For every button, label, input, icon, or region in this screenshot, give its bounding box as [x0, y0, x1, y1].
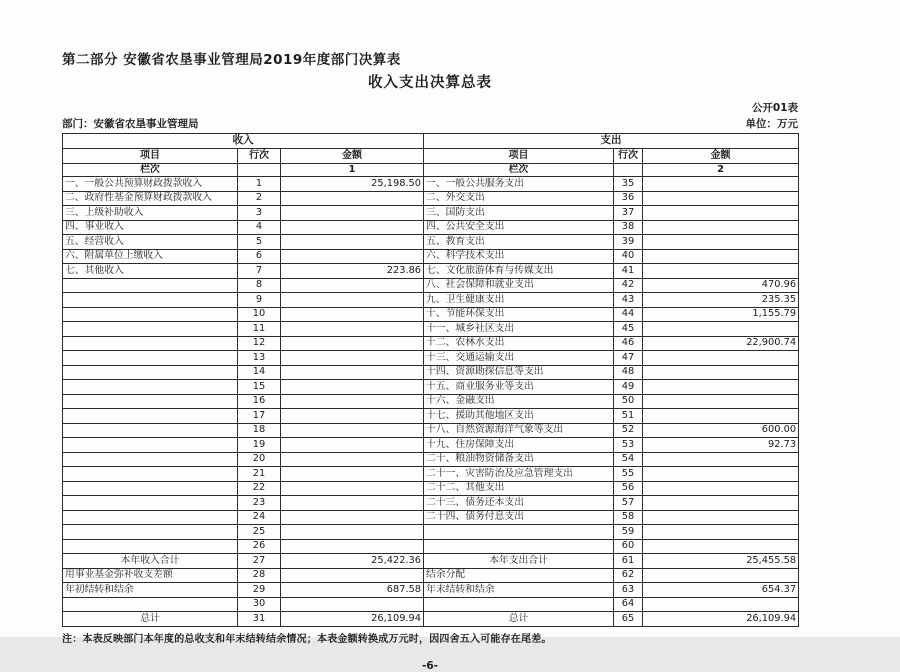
income-amount-cell [281, 452, 424, 467]
income-line-cell: 18 [238, 423, 281, 438]
income-amount-cell [281, 409, 424, 424]
expenditure-item-cell: 七、文化旅游体育与传媒支出 [424, 264, 614, 279]
table-row [63, 539, 799, 554]
expenditure-amount-cell [643, 177, 799, 192]
income-line-cell: 12 [238, 336, 281, 351]
expenditure-item-cell: 十七、援助其他地区支出 [424, 409, 614, 424]
income-amount-cell [281, 365, 424, 380]
income-line-cell: 2 [238, 191, 281, 206]
expenditure-line-cell: 57 [614, 496, 643, 511]
income-amount-cell [281, 206, 424, 221]
expenditure-item-cell: 四、公共安全支出 [424, 220, 614, 235]
income-line-cell: 10 [238, 307, 281, 322]
income-line-cell: 6 [238, 249, 281, 264]
income-item-cell: 总计 [63, 612, 238, 627]
expenditure-amount-cell [643, 351, 799, 366]
income-line-cell: 24 [238, 510, 281, 525]
expenditure-item-cell: 三、国防支出 [424, 206, 614, 221]
footnote: 注：本表反映部门本年度的总收支和年末结转结余情况；本表金额转换成万元时，因四舍五入可能存在尾差。 [62, 633, 552, 645]
table-row [63, 525, 799, 540]
expenditure-item-cell: 十、节能环保支出 [424, 307, 614, 322]
expenditure-line-cell: 64 [614, 597, 643, 612]
income-amount-cell [281, 510, 424, 525]
expenditure-item-cell: 二十、粮油物资储备支出 [424, 452, 614, 467]
expenditure-section-header: 支出 [424, 134, 799, 149]
table-row [63, 293, 799, 308]
expenditure-line-cell: 48 [614, 365, 643, 380]
table-row [63, 467, 799, 482]
expenditure-amount-cell [643, 409, 799, 424]
table-row [63, 496, 799, 511]
table-row [63, 394, 799, 409]
expenditure-amount-cell [643, 322, 799, 337]
expenditure-amount-cell [643, 568, 799, 583]
expenditure-line-cell: 44 [614, 307, 643, 322]
income-line-cell: 8 [238, 278, 281, 293]
document-subtitle: 收入支出决算总表 [368, 75, 492, 91]
expenditure-line-cell: 61 [614, 554, 643, 569]
expenditure-amount-header: 金额 [643, 149, 799, 164]
expenditure-amount-cell [643, 249, 799, 264]
accounts-table [62, 133, 799, 627]
income-amount-cell [281, 568, 424, 583]
table-row [63, 249, 799, 264]
expenditure-line-cell: 58 [614, 510, 643, 525]
income-item-cell: 四、事业收入 [63, 220, 238, 235]
income-line-cell: 22 [238, 481, 281, 496]
income-amount-cell: 25,198.50 [281, 177, 424, 192]
column-index-row [63, 164, 799, 177]
income-item-cell [63, 438, 238, 453]
income-amount-cell [281, 293, 424, 308]
expenditure-item-cell: 二十一、灾害防治及应急管理支出 [424, 467, 614, 482]
income-item-cell: 六、附属单位上缴收入 [63, 249, 238, 264]
expenditure-amount-cell [643, 481, 799, 496]
table-body [63, 177, 799, 627]
expenditure-line-cell: 50 [614, 394, 643, 409]
expenditure-line-cell: 65 [614, 612, 643, 627]
table-row [63, 220, 799, 235]
income-amount-cell [281, 467, 424, 482]
expenditure-amount-cell [643, 597, 799, 612]
expenditure-amount-cell [643, 365, 799, 380]
column-header-row [63, 149, 799, 164]
income-item-cell [63, 394, 238, 409]
income-line-cell: 26 [238, 539, 281, 554]
expenditure-line-cell: 60 [614, 539, 643, 554]
table-row [63, 278, 799, 293]
income-amount-cell: 26,109.94 [281, 612, 424, 627]
table-row [63, 597, 799, 612]
expenditure-item-cell: 十八、自然资源海洋气象等支出 [424, 423, 614, 438]
income-line-cell: 15 [238, 380, 281, 395]
income-amount-cell [281, 307, 424, 322]
form-code: 公开01表 [751, 102, 798, 114]
expenditure-item-cell: 九、卫生健康支出 [424, 293, 614, 308]
expenditure-item-header: 项目 [424, 149, 614, 164]
department-label: 部门：安徽省农垦事业管理局 [62, 118, 199, 130]
income-line-cell: 1 [238, 177, 281, 192]
table-row [63, 510, 799, 525]
income-amount-cell [281, 336, 424, 351]
expenditure-item-cell: 年末结转和结余 [424, 583, 614, 598]
expenditure-line-cell: 56 [614, 481, 643, 496]
income-item-cell: 用事业基金弥补收支差额 [63, 568, 238, 583]
expenditure-lanci-label: 栏次 [424, 164, 614, 177]
income-lanci-label: 栏次 [63, 164, 238, 177]
expenditure-amount-cell: 25,455.58 [643, 554, 799, 569]
income-item-cell [63, 322, 238, 337]
income-item-cell [63, 423, 238, 438]
table-row [63, 365, 799, 380]
expenditure-item-cell [424, 525, 614, 540]
expenditure-line-cell: 41 [614, 264, 643, 279]
table-row [63, 423, 799, 438]
expenditure-item-cell: 十五、商业服务业等支出 [424, 380, 614, 395]
income-line-cell: 23 [238, 496, 281, 511]
income-line-cell: 28 [238, 568, 281, 583]
income-item-cell: 三、上级补助收入 [63, 206, 238, 221]
income-line-cell: 30 [238, 597, 281, 612]
income-amount-cell [281, 394, 424, 409]
table-row [63, 235, 799, 250]
expenditure-item-cell: 二十三、债务还本支出 [424, 496, 614, 511]
income-line-cell: 19 [238, 438, 281, 453]
expenditure-item-cell [424, 539, 614, 554]
expenditure-amount-cell: 235.35 [643, 293, 799, 308]
table-row [63, 554, 799, 569]
expenditure-amount-cell [643, 380, 799, 395]
income-amount-cell [281, 380, 424, 395]
expenditure-item-cell: 十一、城乡社区支出 [424, 322, 614, 337]
expenditure-line-cell: 43 [614, 293, 643, 308]
table-row [63, 481, 799, 496]
expenditure-item-cell: 十三、交通运输支出 [424, 351, 614, 366]
expenditure-item-cell: 二十四、债务付息支出 [424, 510, 614, 525]
expenditure-amount-cell [643, 467, 799, 482]
income-item-cell [63, 597, 238, 612]
expenditure-item-cell: 六、科学技术支出 [424, 249, 614, 264]
expenditure-item-cell: 十四、资源勘探信息等支出 [424, 365, 614, 380]
income-item-cell [63, 409, 238, 424]
expenditure-amount-cell [643, 191, 799, 206]
income-amount-cell [281, 496, 424, 511]
table-row [63, 351, 799, 366]
income-line-cell: 27 [238, 554, 281, 569]
expenditure-item-cell: 一、一般公共服务支出 [424, 177, 614, 192]
expenditure-amount-cell [643, 496, 799, 511]
income-amount-cell [281, 351, 424, 366]
table-row [63, 438, 799, 453]
expenditure-amount-cell: 92.73 [643, 438, 799, 453]
income-lanci-blank [238, 164, 281, 177]
document-content [62, 48, 798, 672]
expenditure-line-cell: 55 [614, 467, 643, 482]
expenditure-item-cell [424, 597, 614, 612]
income-amount-cell: 223.86 [281, 264, 424, 279]
income-amount-cell [281, 539, 424, 554]
income-item-cell: 一、一般公共预算财政拨款收入 [63, 177, 238, 192]
expenditure-item-cell: 十六、金融支出 [424, 394, 614, 409]
expenditure-line-cell: 54 [614, 452, 643, 467]
expenditure-amount-cell [643, 206, 799, 221]
expenditure-line-cell: 45 [614, 322, 643, 337]
income-line-cell: 4 [238, 220, 281, 235]
income-line-cell: 9 [238, 293, 281, 308]
expenditure-line-cell: 52 [614, 423, 643, 438]
table-row [63, 177, 799, 192]
income-amount-cell [281, 220, 424, 235]
income-amount-cell [281, 235, 424, 250]
table-row [63, 322, 799, 337]
expenditure-item-cell: 二、外交支出 [424, 191, 614, 206]
income-item-cell [63, 307, 238, 322]
unit-label: 单位：万元 [745, 118, 798, 130]
income-item-cell: 二、政府性基金预算财政拨款收入 [63, 191, 238, 206]
income-line-cell: 21 [238, 467, 281, 482]
table-row [63, 583, 799, 598]
table-row [63, 206, 799, 221]
income-amount-header: 金额 [281, 149, 424, 164]
income-item-cell [63, 525, 238, 540]
income-amount-cell [281, 423, 424, 438]
expenditure-column-index: 2 [643, 164, 799, 177]
table-row [63, 568, 799, 583]
income-amount-cell [281, 438, 424, 453]
expenditure-line-cell: 37 [614, 206, 643, 221]
income-line-cell: 13 [238, 351, 281, 366]
income-amount-cell [281, 525, 424, 540]
income-item-cell [63, 351, 238, 366]
expenditure-line-cell: 39 [614, 235, 643, 250]
income-item-cell [63, 336, 238, 351]
expenditure-amount-cell [643, 220, 799, 235]
income-column-index: 1 [281, 164, 424, 177]
income-item-cell: 年初结转和结余 [63, 583, 238, 598]
expenditure-line-cell: 59 [614, 525, 643, 540]
income-item-cell [63, 452, 238, 467]
expenditure-amount-cell [643, 394, 799, 409]
expenditure-item-cell: 二十二、其他支出 [424, 481, 614, 496]
expenditure-item-cell: 结余分配 [424, 568, 614, 583]
income-item-header: 项目 [63, 149, 238, 164]
expenditure-line-cell: 42 [614, 278, 643, 293]
income-amount-cell [281, 278, 424, 293]
expenditure-item-cell: 十二、农林水支出 [424, 336, 614, 351]
expenditure-line-cell: 62 [614, 568, 643, 583]
expenditure-item-cell: 十九、住房保障支出 [424, 438, 614, 453]
expenditure-item-cell: 八、社会保障和就业支出 [424, 278, 614, 293]
expenditure-lanci-blank [614, 164, 643, 177]
income-amount-cell [281, 481, 424, 496]
income-item-cell [63, 539, 238, 554]
income-item-cell [63, 278, 238, 293]
income-line-cell: 31 [238, 612, 281, 627]
income-line-cell: 11 [238, 322, 281, 337]
income-item-cell: 五、经营收入 [63, 235, 238, 250]
expenditure-item-cell: 五、教育支出 [424, 235, 614, 250]
income-line-cell: 20 [238, 452, 281, 467]
expenditure-amount-cell [643, 510, 799, 525]
income-section-header: 收入 [63, 134, 424, 149]
income-item-cell [63, 293, 238, 308]
expenditure-amount-cell [643, 235, 799, 250]
table-row [63, 336, 799, 351]
table-row [63, 612, 799, 627]
income-line-cell: 3 [238, 206, 281, 221]
income-line-cell: 7 [238, 264, 281, 279]
income-amount-cell [281, 597, 424, 612]
table-row [63, 307, 799, 322]
income-line-cell: 29 [238, 583, 281, 598]
expenditure-line-cell: 38 [614, 220, 643, 235]
expenditure-item-cell: 本年支出合计 [424, 554, 614, 569]
expenditure-line-cell: 35 [614, 177, 643, 192]
page-number: -6- [421, 659, 439, 672]
expenditure-line-cell: 40 [614, 249, 643, 264]
income-item-cell [63, 481, 238, 496]
expenditure-amount-cell: 654.37 [643, 583, 799, 598]
expenditure-item-cell: 总计 [424, 612, 614, 627]
income-line-cell: 5 [238, 235, 281, 250]
table-row [63, 191, 799, 206]
income-item-cell [63, 380, 238, 395]
income-item-cell: 本年收入合计 [63, 554, 238, 569]
expenditure-line-cell: 36 [614, 191, 643, 206]
income-line-cell: 16 [238, 394, 281, 409]
income-amount-cell [281, 191, 424, 206]
expenditure-line-cell: 63 [614, 583, 643, 598]
income-amount-cell [281, 249, 424, 264]
table-row [63, 380, 799, 395]
income-amount-cell: 687.58 [281, 583, 424, 598]
expenditure-amount-cell: 1,155.79 [643, 307, 799, 322]
expenditure-line-cell: 46 [614, 336, 643, 351]
income-item-cell [63, 510, 238, 525]
expenditure-line-header: 行次 [614, 149, 643, 164]
expenditure-amount-cell: 26,109.94 [643, 612, 799, 627]
income-amount-cell: 25,422.36 [281, 554, 424, 569]
income-item-cell [63, 467, 238, 482]
table-row [63, 452, 799, 467]
document-title: 第二部分 安徽省农垦事业管理局2019年度部门决算表 [62, 52, 401, 68]
expenditure-amount-cell [643, 539, 799, 554]
income-line-cell: 25 [238, 525, 281, 540]
table-row [63, 264, 799, 279]
expenditure-amount-cell: 600.00 [643, 423, 799, 438]
expenditure-amount-cell [643, 264, 799, 279]
income-item-cell [63, 496, 238, 511]
income-amount-cell [281, 322, 424, 337]
expenditure-amount-cell [643, 452, 799, 467]
expenditure-amount-cell: 22,900.74 [643, 336, 799, 351]
table-row [63, 409, 799, 424]
income-item-cell: 七、其他收入 [63, 264, 238, 279]
meta-row [62, 116, 798, 131]
expenditure-line-cell: 49 [614, 380, 643, 395]
expenditure-amount-cell: 470.96 [643, 278, 799, 293]
income-line-cell: 17 [238, 409, 281, 424]
income-item-cell [63, 365, 238, 380]
income-line-cell: 14 [238, 365, 281, 380]
expenditure-line-cell: 53 [614, 438, 643, 453]
expenditure-line-cell: 47 [614, 351, 643, 366]
section-header-row [63, 134, 799, 149]
expenditure-amount-cell [643, 525, 799, 540]
income-line-header: 行次 [238, 149, 281, 164]
expenditure-line-cell: 51 [614, 409, 643, 424]
